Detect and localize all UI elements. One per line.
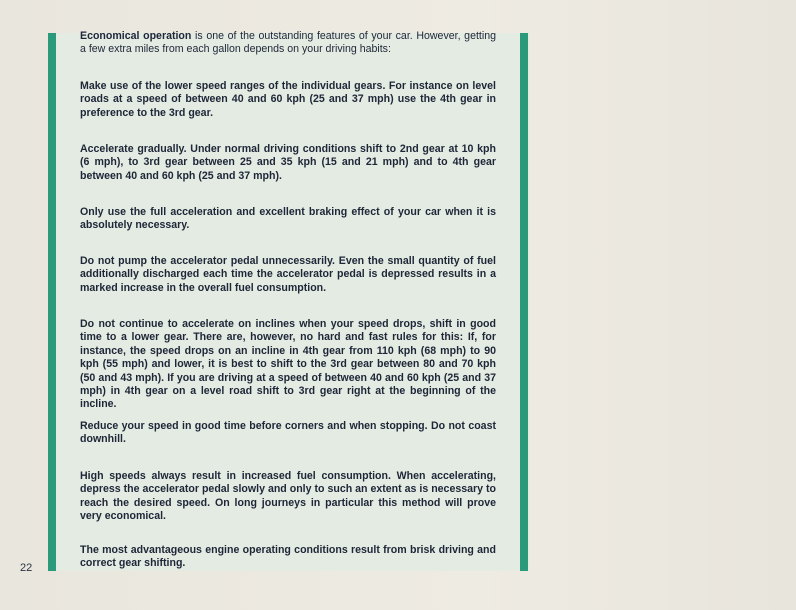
paragraph-full-acceleration: Only use the full acceleration and excellent braking effect of your car when it is absolutely necessary. xyxy=(80,206,496,232)
intro-lead: Economical operation xyxy=(80,30,192,42)
paragraph-lower-speed-ranges: Make use of the lower speed ranges of the individual gears. For instance on level roads at a speed of between 40 and 60 kph (25 and 37 mph) use the 4th gear in preference to the 3rd gear. xyxy=(80,80,496,119)
left-accent-bar xyxy=(48,33,56,571)
paragraph-accelerate-gradually: Accelerate gradually. Under normal driving conditions shift to 2nd gear at 10 kph (6 mph), to 3rd gear between 25 and 35 kph (15 and 21 mph) and to 4th gear between 40 and 60 kph (25 and 37 mph). xyxy=(80,143,496,182)
right-accent-bar xyxy=(520,33,528,571)
intro-paragraph xyxy=(80,30,496,57)
paragraph-reduce-speed: Reduce your speed in good time before corners and when stopping. Do not coast downhill. xyxy=(80,420,496,446)
paragraph-accelerator-pedal: Do not pump the accelerator pedal unnecessarily. Even the small quantity of fuel additionally discharged each time the accelerator pedal is depressed results in a marked increase in the overall fuel consumption. xyxy=(80,255,496,294)
paragraph-inclines: Do not continue to accelerate on inclines when your speed drops, shift in good time to a lower gear. There are, however, no hard and fast rules for this: If, for instance, the speed drops on an incline in 4th gear from 110 kph (68 mph) to 90 kph (55 mph) and lower, it is best to shift to the 3rd gear between 80 and 70 kph (50 and 43 mph). If you are driving at a speed of between 40 and 60 kph (25 and 37 mph) in 4th gear on a level road shift to 3rd gear right at the beginning of the incline. xyxy=(80,318,496,411)
page-number: 22 xyxy=(20,562,33,574)
paragraph-high-speeds: High speeds always result in increased fuel consumption. When accelerating, depress the accelerator pedal slowly and only to such an extent as is necessary to reach the desired speed. On long journeys in particular this method will prove very economical. xyxy=(80,470,496,523)
intro-rest: is one of the outstanding features of your car. However, getting a few extra miles from each gallon depends on your driving habits: xyxy=(80,30,496,56)
paragraph-engine-conditions: The most advantageous engine operating conditions result from brisk driving and correct gear shifting. xyxy=(80,544,496,570)
